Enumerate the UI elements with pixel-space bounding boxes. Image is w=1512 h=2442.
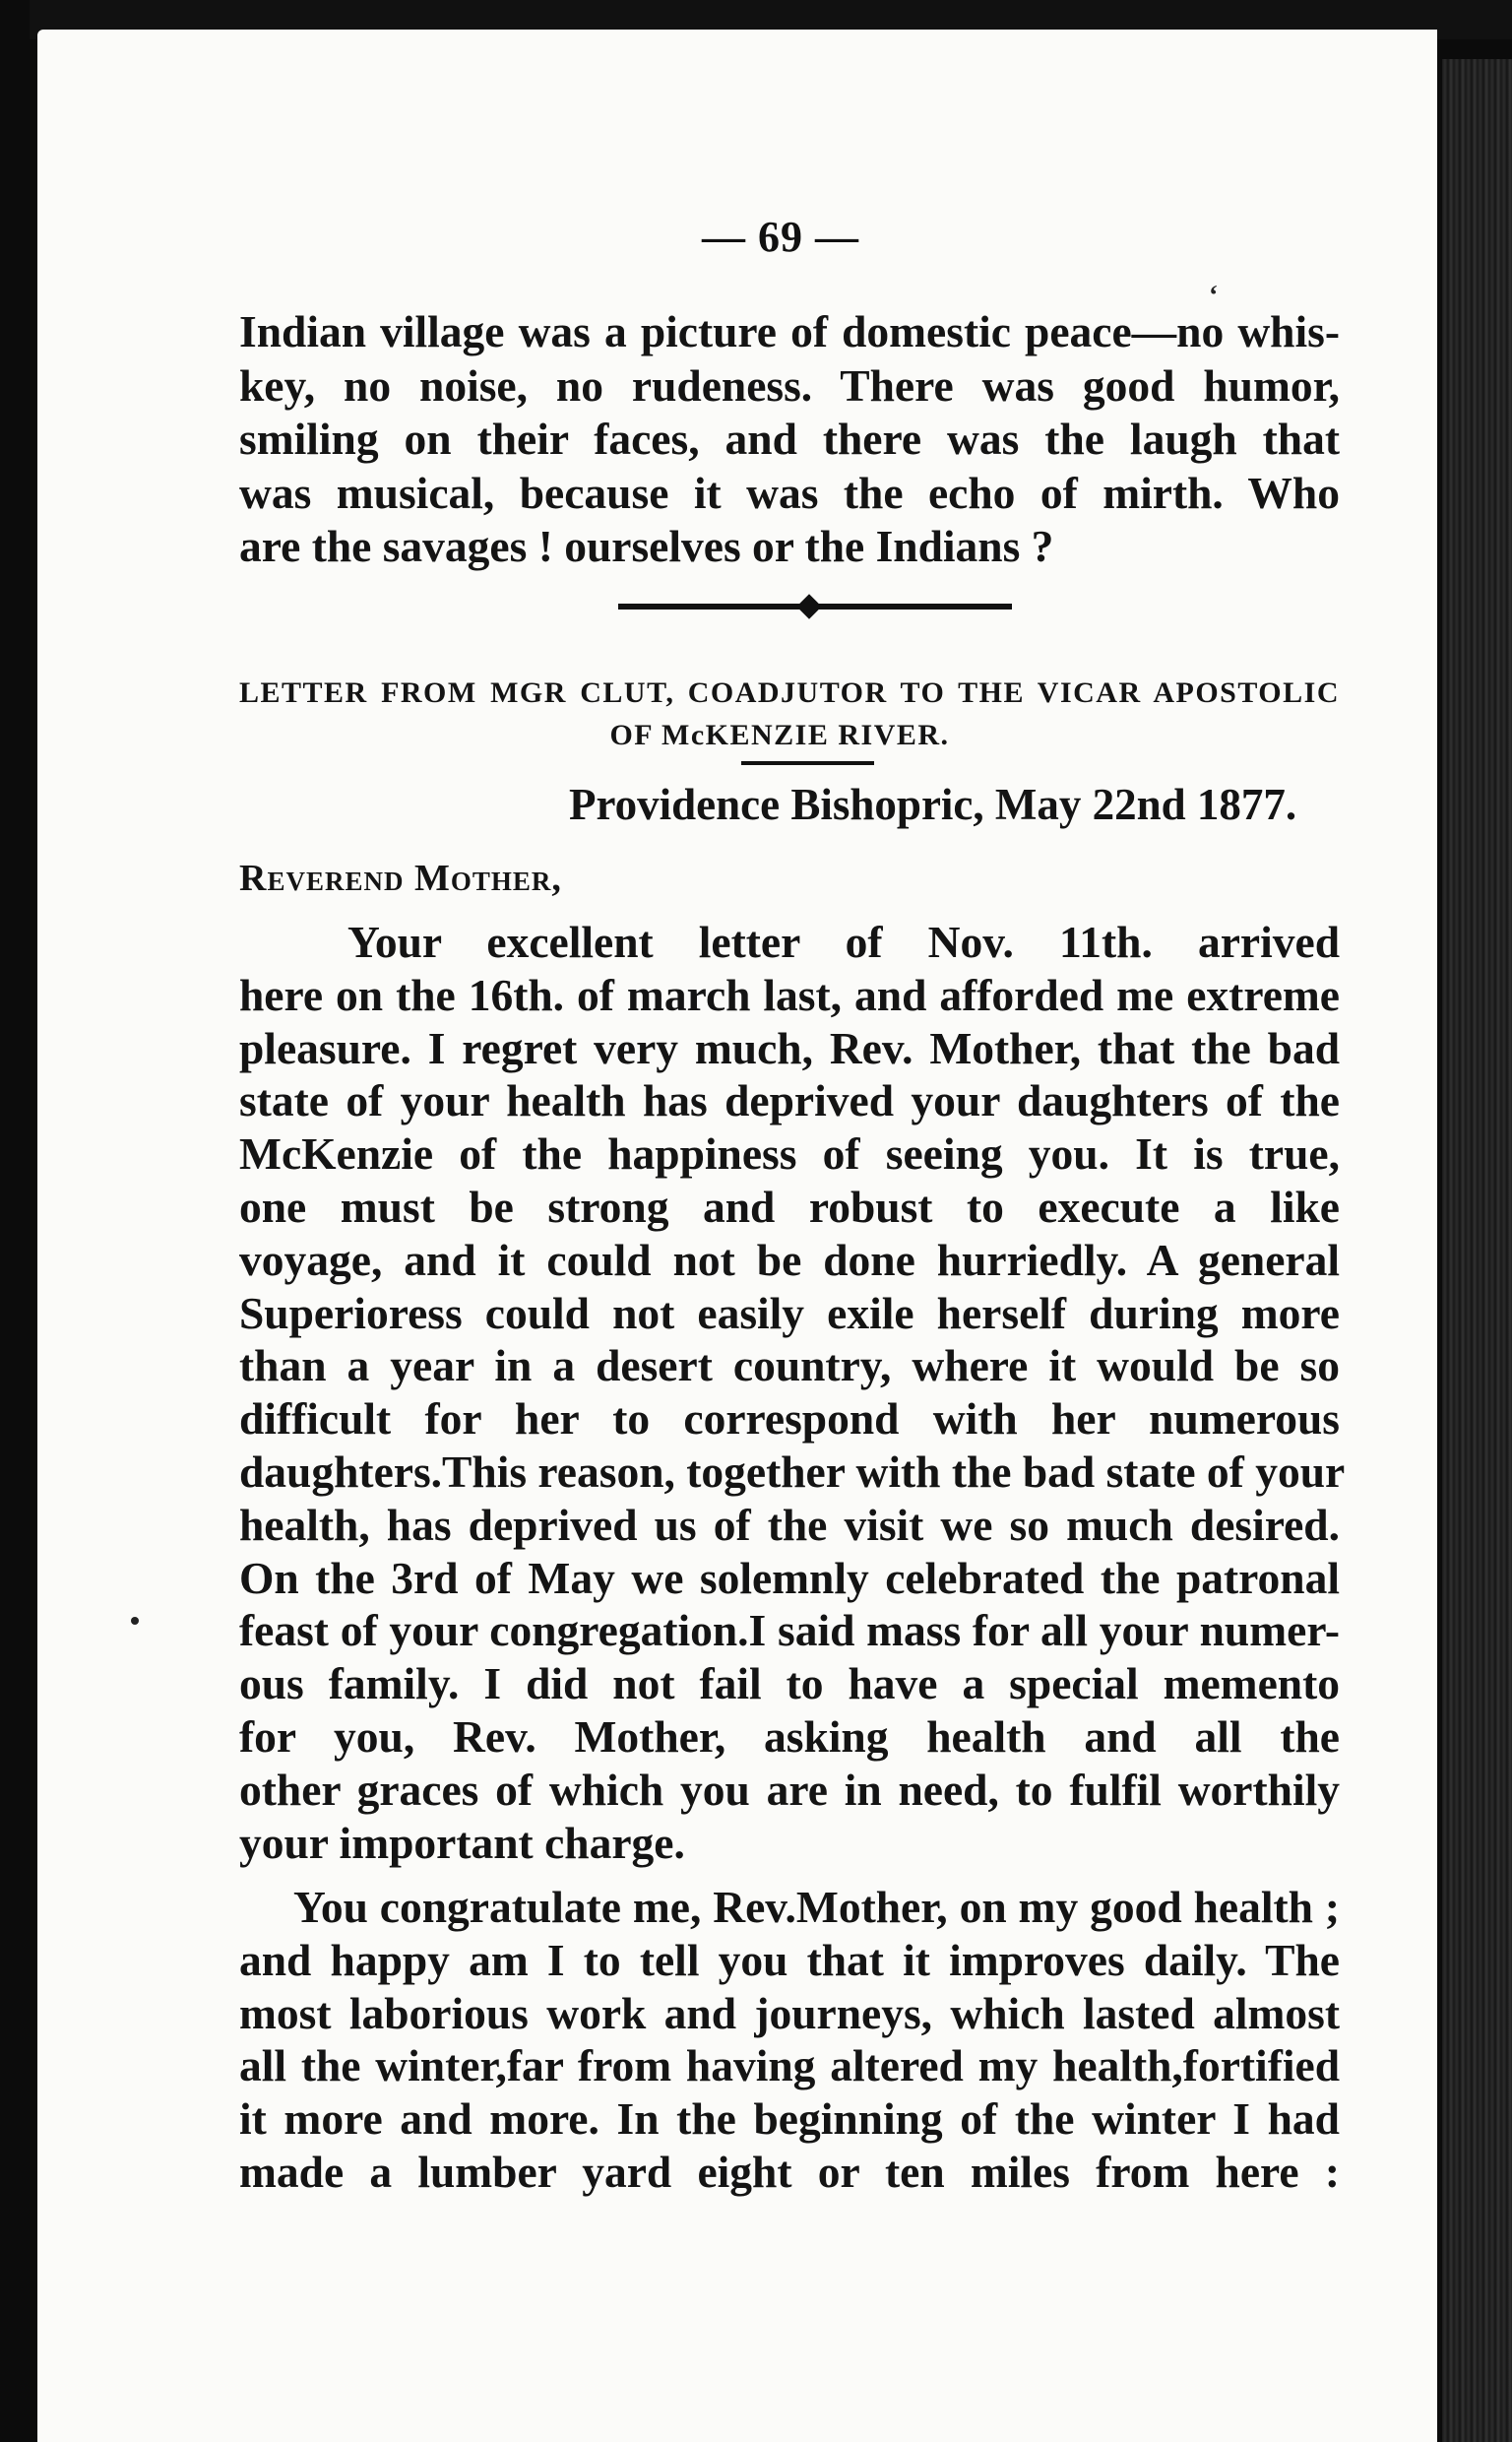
heading-line: OF McKENZIE RIVER. <box>609 719 950 751</box>
text-line: are the savages ! ourselves or the Indians ? <box>239 521 1054 571</box>
page-number: — 69 — <box>702 213 859 261</box>
text-line: it more and more. In the beginning of the winter I had <box>239 2093 1340 2145</box>
text-line: and happy am I to tell you that it improves daily. The <box>239 1934 1340 1985</box>
text-line: health, has deprived us of the visit we so much desired. <box>239 1499 1340 1550</box>
text-line: Indian village was a picture of domestic peace—no whis- <box>239 306 1340 356</box>
text-line: made a lumber yard eight or ten miles from here : <box>239 2146 1340 2197</box>
text-line: all the winter,far from having altered my health,fortified <box>239 2040 1340 2091</box>
opening-paragraph <box>239 305 1340 574</box>
text-line: difficult for her to correspond with her numerous <box>239 1393 1340 1445</box>
heading-underline-rule <box>741 761 874 765</box>
book-page-edges <box>1442 59 1512 2442</box>
text-line: You congratulate me, Rev.Mother, on my good health ; <box>293 1882 1340 1932</box>
text-line: smiling on their faces, and there was the laugh that <box>239 414 1340 464</box>
text-line: Superioress could not easily exile herself during more <box>239 1287 1340 1338</box>
text-line: one must be strong and robust to execute a like <box>239 1181 1340 1232</box>
text-line: your important charge. <box>239 1817 685 1868</box>
text-line: voyage, and it could not be done hurriedly. A general <box>239 1234 1340 1285</box>
text-line: McKenzie of the happiness of seeing you. It is true, <box>239 1128 1340 1180</box>
text-line: state of your health has deprived your daughters of the <box>239 1075 1340 1126</box>
text-line: was musical, because it was the echo of mirth. Who <box>239 467 1340 518</box>
scan-border-left <box>0 0 30 2442</box>
text-line: for you, Rev. Mother, asking health and all the <box>239 1710 1340 1762</box>
text-line: than a year in a desert country, where it would be so <box>239 1340 1340 1391</box>
text-line: feast of your congregation.I said mass for all your numer- <box>239 1605 1340 1656</box>
text-line: On the 3rd of May we solemnly celebrated the patronal <box>239 1552 1340 1603</box>
letter-salutation: Reverend Mother, <box>239 858 562 899</box>
text-line: most laborious work and journeys, which lasted almost <box>239 1987 1340 2038</box>
text-line: pleasure. I regret very much, Rev. Mother, that the bad <box>239 1022 1340 1073</box>
text-line: Your excellent letter of Nov. 11th. arrived <box>347 917 1340 967</box>
print-speck <box>131 1617 139 1625</box>
text-line: here on the 16th. of march last, and afforded me extreme <box>239 969 1340 1020</box>
letter-heading <box>239 672 1340 756</box>
letter-paragraph <box>239 916 1346 1869</box>
text-line: key, no noise, no rudeness. There was good humor, <box>239 359 1340 411</box>
letter-paragraph <box>239 1881 1340 2199</box>
text-line: other graces of which you are in need, to fulfil worthily <box>239 1764 1340 1815</box>
text-line: ous family. I did not fail to have a special memento <box>239 1658 1340 1709</box>
print-speck: ‘ <box>1209 281 1219 311</box>
heading-line: LETTER FROM MGR CLUT, COADJUTOR TO THE VICAR APOSTOLIC <box>239 676 1340 709</box>
text-line: daughters.This reason, together with the bad state of your <box>239 1446 1346 1497</box>
book-page <box>37 30 1437 2442</box>
divider-diamond-ornament <box>796 594 821 618</box>
letter-dateline: Providence Bishopric, May 22nd 1877. <box>569 780 1297 829</box>
